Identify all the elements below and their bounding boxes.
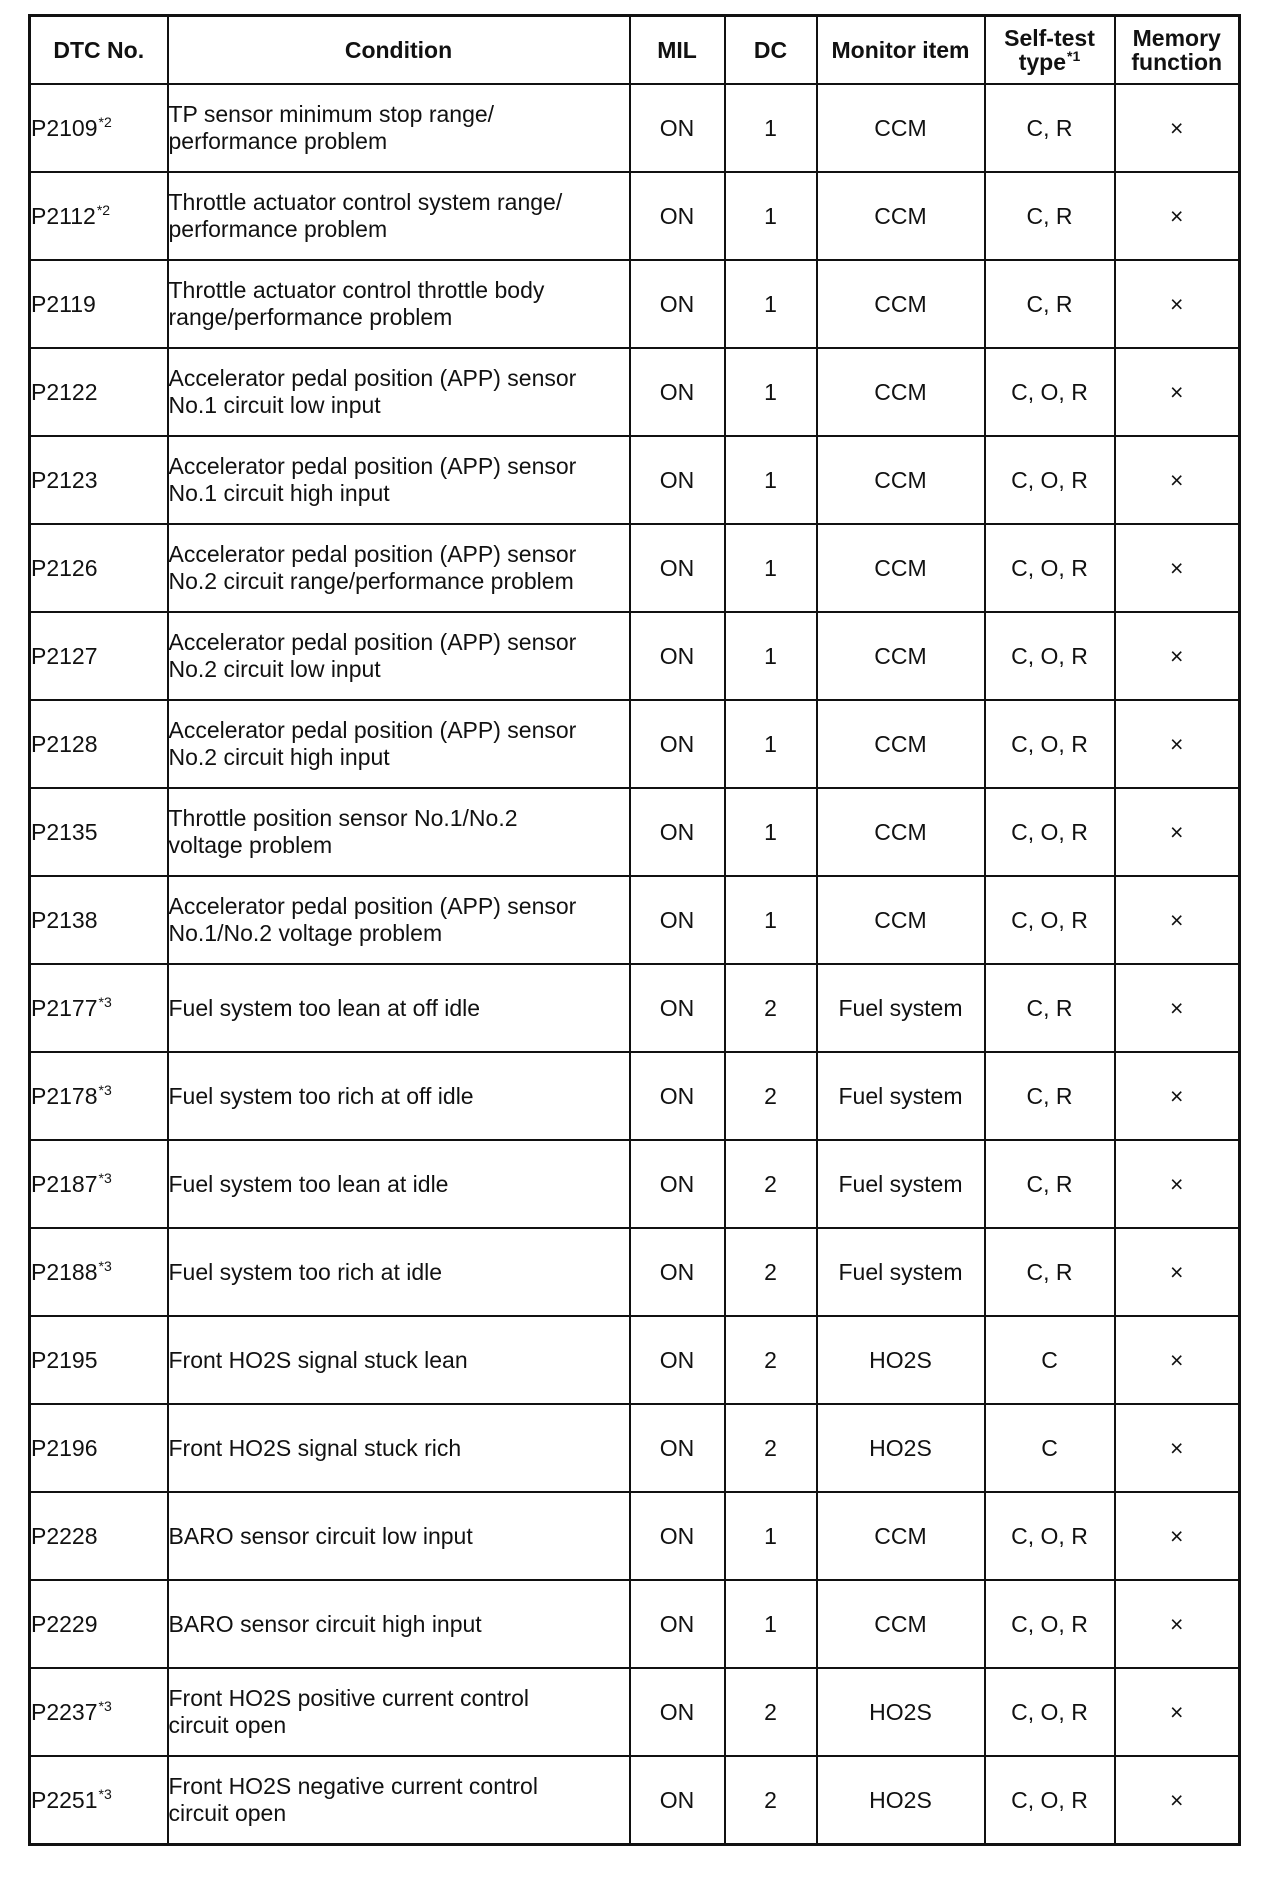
memory-function-cell: ×	[1115, 1668, 1240, 1756]
header-dtc-no: DTC No.	[30, 16, 168, 85]
dtc-code: P2122	[31, 378, 98, 405]
dc-cell: 1	[725, 524, 817, 612]
table-row	[30, 1756, 1240, 1845]
dtc-code-cell	[30, 612, 168, 700]
monitor-item-cell: CCM	[817, 260, 985, 348]
condition-line: Accelerator pedal position (APP) sensor	[168, 453, 577, 479]
memory-function-cell: ×	[1115, 524, 1240, 612]
header-memory-line2: function	[1131, 49, 1223, 75]
condition-line: No.2 circuit high input	[168, 744, 390, 770]
dtc-code: P2127	[31, 642, 98, 669]
dtc-footnote: *2	[98, 113, 112, 130]
condition-line: TP sensor minimum stop range/	[168, 101, 495, 127]
table-row	[30, 348, 1240, 436]
dtc-code-cell	[30, 876, 168, 964]
mil-cell: ON	[630, 1492, 725, 1580]
memory-function-cell: ×	[1115, 788, 1240, 876]
dc-cell: 1	[725, 172, 817, 260]
table-row	[30, 964, 1240, 1052]
dtc-code-cell	[30, 1316, 168, 1404]
memory-function-cell: ×	[1115, 612, 1240, 700]
condition-line: Front HO2S negative current control	[168, 1773, 538, 1799]
self-test-type-cell: C, O, R	[985, 524, 1115, 612]
table-row	[30, 700, 1240, 788]
condition-line: No.2 circuit range/performance problem	[168, 568, 574, 594]
dtc-code-cell	[30, 348, 168, 436]
monitor-item-cell: CCM	[817, 1492, 985, 1580]
condition-line: circuit open	[168, 1800, 287, 1826]
dc-cell: 1	[725, 788, 817, 876]
dtc-code-cell	[30, 436, 168, 524]
dtc-code: P2229	[31, 1610, 98, 1637]
self-test-type-cell: C, O, R	[985, 1580, 1115, 1668]
memory-function-cell: ×	[1115, 1052, 1240, 1140]
dtc-footnote: *3	[98, 1257, 112, 1274]
header-self-test-line2: type	[1018, 49, 1067, 75]
table-row	[30, 1492, 1240, 1580]
condition-cell	[168, 1140, 630, 1228]
condition-line: performance problem	[168, 128, 388, 154]
table-row	[30, 436, 1240, 524]
mil-cell: ON	[630, 1140, 725, 1228]
condition-cell	[168, 1580, 630, 1668]
dc-cell: 2	[725, 964, 817, 1052]
condition-line: Throttle actuator control system range/	[168, 189, 563, 215]
dtc-footnote: *3	[98, 1785, 112, 1802]
condition-line: Accelerator pedal position (APP) sensor	[168, 629, 577, 655]
table-row	[30, 1140, 1240, 1228]
mil-cell: ON	[630, 1052, 725, 1140]
header-self-test-type	[985, 16, 1115, 85]
condition-cell	[168, 1228, 630, 1316]
memory-function-cell: ×	[1115, 876, 1240, 964]
self-test-type-cell: C, O, R	[985, 700, 1115, 788]
condition-cell	[168, 1404, 630, 1492]
memory-function-cell: ×	[1115, 1316, 1240, 1404]
table-row	[30, 1580, 1240, 1668]
condition-cell	[168, 84, 630, 172]
condition-cell	[168, 788, 630, 876]
dtc-code-cell	[30, 1668, 168, 1756]
condition-line: No.1 circuit low input	[168, 392, 381, 418]
mil-cell: ON	[630, 1580, 725, 1668]
mil-cell: ON	[630, 524, 725, 612]
mil-cell: ON	[630, 1668, 725, 1756]
condition-line: Front HO2S signal stuck rich	[168, 1434, 462, 1461]
table-row	[30, 1052, 1240, 1140]
monitor-item-cell: CCM	[817, 436, 985, 524]
dtc-code-cell	[30, 964, 168, 1052]
self-test-type-cell: C, O, R	[985, 348, 1115, 436]
dtc-code: P2112	[31, 202, 96, 229]
mil-cell: ON	[630, 436, 725, 524]
mil-cell: ON	[630, 260, 725, 348]
table-row	[30, 876, 1240, 964]
mil-cell: ON	[630, 1316, 725, 1404]
header-memory-function	[1115, 16, 1240, 85]
condition-line: Fuel system too lean at idle	[168, 1170, 449, 1197]
table-row	[30, 1404, 1240, 1492]
dc-cell: 1	[725, 700, 817, 788]
memory-function-cell: ×	[1115, 1492, 1240, 1580]
self-test-type-cell: C, R	[985, 1140, 1115, 1228]
condition-line: Fuel system too rich at idle	[168, 1258, 443, 1285]
monitor-item-cell: CCM	[817, 612, 985, 700]
mil-cell: ON	[630, 84, 725, 172]
memory-function-cell: ×	[1115, 1228, 1240, 1316]
condition-cell	[168, 612, 630, 700]
dc-cell: 1	[725, 1580, 817, 1668]
self-test-type-cell: C, R	[985, 1228, 1115, 1316]
monitor-item-cell: CCM	[817, 172, 985, 260]
dc-cell: 1	[725, 876, 817, 964]
dc-cell: 2	[725, 1668, 817, 1756]
monitor-item-cell: CCM	[817, 84, 985, 172]
dtc-code: P2138	[31, 906, 98, 933]
header-self-test-line2-wrap	[986, 50, 1114, 74]
monitor-item-cell: CCM	[817, 700, 985, 788]
dc-cell: 2	[725, 1228, 817, 1316]
dtc-footnote: *2	[96, 201, 111, 218]
dtc-code: P2196	[31, 1434, 98, 1461]
condition-cell	[168, 348, 630, 436]
condition-cell	[168, 172, 630, 260]
mil-cell: ON	[630, 700, 725, 788]
dtc-code-cell	[30, 1756, 168, 1845]
self-test-type-cell: C, R	[985, 84, 1115, 172]
condition-cell	[168, 1756, 630, 1845]
dtc-code: P2135	[31, 818, 98, 845]
table-row	[30, 612, 1240, 700]
monitor-item-cell: Fuel system	[817, 1052, 985, 1140]
dtc-code: P2251	[31, 1786, 98, 1813]
dtc-code: P2126	[31, 554, 98, 581]
table-row	[30, 172, 1240, 260]
monitor-item-cell: HO2S	[817, 1316, 985, 1404]
self-test-type-cell: C, R	[985, 964, 1115, 1052]
condition-line: Accelerator pedal position (APP) sensor	[168, 541, 577, 567]
mil-cell: ON	[630, 348, 725, 436]
condition-line: performance problem	[168, 216, 388, 242]
condition-cell	[168, 436, 630, 524]
header-monitor-item: Monitor item	[817, 16, 985, 85]
self-test-type-cell: C, O, R	[985, 1756, 1115, 1845]
mil-cell: ON	[630, 612, 725, 700]
condition-line: Fuel system too rich at off idle	[168, 1082, 474, 1109]
monitor-item-cell: CCM	[817, 348, 985, 436]
header-memory-line1: Memory	[1132, 25, 1221, 51]
self-test-type-cell: C, O, R	[985, 788, 1115, 876]
memory-function-cell: ×	[1115, 436, 1240, 524]
condition-cell	[168, 1668, 630, 1756]
dtc-footnote: *3	[98, 1697, 112, 1714]
dtc-footnote: *3	[98, 993, 112, 1010]
monitor-item-cell: Fuel system	[817, 1140, 985, 1228]
table-row	[30, 1316, 1240, 1404]
self-test-type-cell: C, O, R	[985, 1668, 1115, 1756]
condition-line: Throttle actuator control throttle body	[168, 277, 545, 303]
memory-function-cell: ×	[1115, 172, 1240, 260]
dtc-table-page	[28, 14, 1238, 1846]
table-header-row	[30, 16, 1240, 85]
dtc-code-cell	[30, 260, 168, 348]
dtc-code: P2119	[31, 290, 96, 317]
mil-cell: ON	[630, 1756, 725, 1845]
dtc-code: P2237	[31, 1698, 98, 1725]
dc-cell: 2	[725, 1756, 817, 1845]
condition-cell	[168, 524, 630, 612]
condition-line: Front HO2S positive current control	[168, 1685, 529, 1711]
condition-cell	[168, 964, 630, 1052]
dtc-code-cell	[30, 1580, 168, 1668]
self-test-type-cell: C, R	[985, 1052, 1115, 1140]
dtc-code-cell	[30, 788, 168, 876]
dtc-code-cell	[30, 172, 168, 260]
condition-cell	[168, 1492, 630, 1580]
condition-line: range/performance problem	[168, 304, 453, 330]
dtc-table	[28, 14, 1241, 1846]
monitor-item-cell: CCM	[817, 788, 985, 876]
table-body	[30, 84, 1240, 1845]
dtc-code: P2123	[31, 466, 98, 493]
dc-cell: 1	[725, 84, 817, 172]
mil-cell: ON	[630, 876, 725, 964]
mil-cell: ON	[630, 788, 725, 876]
self-test-type-cell: C, O, R	[985, 436, 1115, 524]
self-test-type-cell: C, O, R	[985, 876, 1115, 964]
dc-cell: 2	[725, 1404, 817, 1492]
dc-cell: 2	[725, 1052, 817, 1140]
monitor-item-cell: HO2S	[817, 1404, 985, 1492]
memory-function-cell: ×	[1115, 964, 1240, 1052]
dtc-code: P2177	[31, 994, 98, 1021]
dtc-code: P2187	[31, 1170, 98, 1197]
condition-cell	[168, 876, 630, 964]
header-condition: Condition	[168, 16, 630, 85]
condition-cell	[168, 1316, 630, 1404]
dc-cell: 2	[725, 1316, 817, 1404]
self-test-type-cell: C, O, R	[985, 612, 1115, 700]
condition-cell	[168, 260, 630, 348]
monitor-item-cell: HO2S	[817, 1756, 985, 1845]
mil-cell: ON	[630, 964, 725, 1052]
condition-line: No.1 circuit high input	[168, 480, 390, 506]
table-row	[30, 260, 1240, 348]
condition-line: voltage problem	[168, 832, 333, 858]
dtc-code: P2178	[31, 1082, 98, 1109]
condition-cell	[168, 700, 630, 788]
mil-cell: ON	[630, 1228, 725, 1316]
condition-cell	[168, 1052, 630, 1140]
self-test-type-cell: C, R	[985, 172, 1115, 260]
dc-cell: 2	[725, 1140, 817, 1228]
dtc-footnote: *3	[98, 1169, 112, 1186]
memory-function-cell: ×	[1115, 260, 1240, 348]
condition-line: Accelerator pedal position (APP) sensor	[168, 365, 577, 391]
dtc-code: P2109	[31, 114, 98, 141]
self-test-type-cell: C	[985, 1404, 1115, 1492]
dtc-code-cell	[30, 1052, 168, 1140]
mil-cell: ON	[630, 172, 725, 260]
dtc-code: P2188	[31, 1258, 98, 1285]
header-dc: DC	[725, 16, 817, 85]
monitor-item-cell: Fuel system	[817, 964, 985, 1052]
dc-cell: 1	[725, 260, 817, 348]
table-row	[30, 1228, 1240, 1316]
memory-function-cell: ×	[1115, 84, 1240, 172]
dtc-code-cell	[30, 1140, 168, 1228]
mil-cell: ON	[630, 1404, 725, 1492]
dtc-code-cell	[30, 700, 168, 788]
monitor-item-cell: HO2S	[817, 1668, 985, 1756]
dc-cell: 1	[725, 348, 817, 436]
memory-function-cell: ×	[1115, 348, 1240, 436]
condition-line: BARO sensor circuit high input	[168, 1610, 482, 1637]
table-row	[30, 524, 1240, 612]
dtc-footnote: *3	[98, 1081, 112, 1098]
monitor-item-cell: Fuel system	[817, 1228, 985, 1316]
dc-cell: 1	[725, 612, 817, 700]
dtc-code: P2128	[31, 730, 98, 757]
header-self-test-footnote: *1	[1067, 48, 1081, 64]
memory-function-cell: ×	[1115, 700, 1240, 788]
memory-function-cell: ×	[1115, 1140, 1240, 1228]
self-test-type-cell: C	[985, 1316, 1115, 1404]
condition-line: Accelerator pedal position (APP) sensor	[168, 717, 577, 743]
condition-line: Accelerator pedal position (APP) sensor	[168, 893, 577, 919]
dtc-code-cell	[30, 84, 168, 172]
monitor-item-cell: CCM	[817, 1580, 985, 1668]
memory-function-cell: ×	[1115, 1580, 1240, 1668]
dtc-code-cell	[30, 1404, 168, 1492]
condition-line: Throttle position sensor No.1/No.2	[168, 805, 518, 831]
condition-line: No.1/No.2 voltage problem	[168, 920, 443, 946]
self-test-type-cell: C, R	[985, 260, 1115, 348]
dtc-code-cell	[30, 524, 168, 612]
dtc-code: P2228	[31, 1522, 98, 1549]
condition-line: Front HO2S signal stuck lean	[168, 1346, 468, 1373]
header-mil: MIL	[630, 16, 725, 85]
memory-function-cell: ×	[1115, 1756, 1240, 1845]
table-row	[30, 1668, 1240, 1756]
monitor-item-cell: CCM	[817, 876, 985, 964]
monitor-item-cell: CCM	[817, 524, 985, 612]
dtc-code-cell	[30, 1228, 168, 1316]
condition-line: circuit open	[168, 1712, 287, 1738]
self-test-type-cell: C, O, R	[985, 1492, 1115, 1580]
table-row	[30, 788, 1240, 876]
condition-line: BARO sensor circuit low input	[168, 1522, 473, 1549]
header-self-test-line1: Self-test	[1004, 25, 1095, 51]
dc-cell: 1	[725, 436, 817, 524]
dtc-code-cell	[30, 1492, 168, 1580]
dc-cell: 1	[725, 1492, 817, 1580]
condition-line: No.2 circuit low input	[168, 656, 381, 682]
memory-function-cell: ×	[1115, 1404, 1240, 1492]
condition-line: Fuel system too lean at off idle	[168, 994, 481, 1021]
table-row	[30, 84, 1240, 172]
dtc-code: P2195	[31, 1346, 98, 1373]
